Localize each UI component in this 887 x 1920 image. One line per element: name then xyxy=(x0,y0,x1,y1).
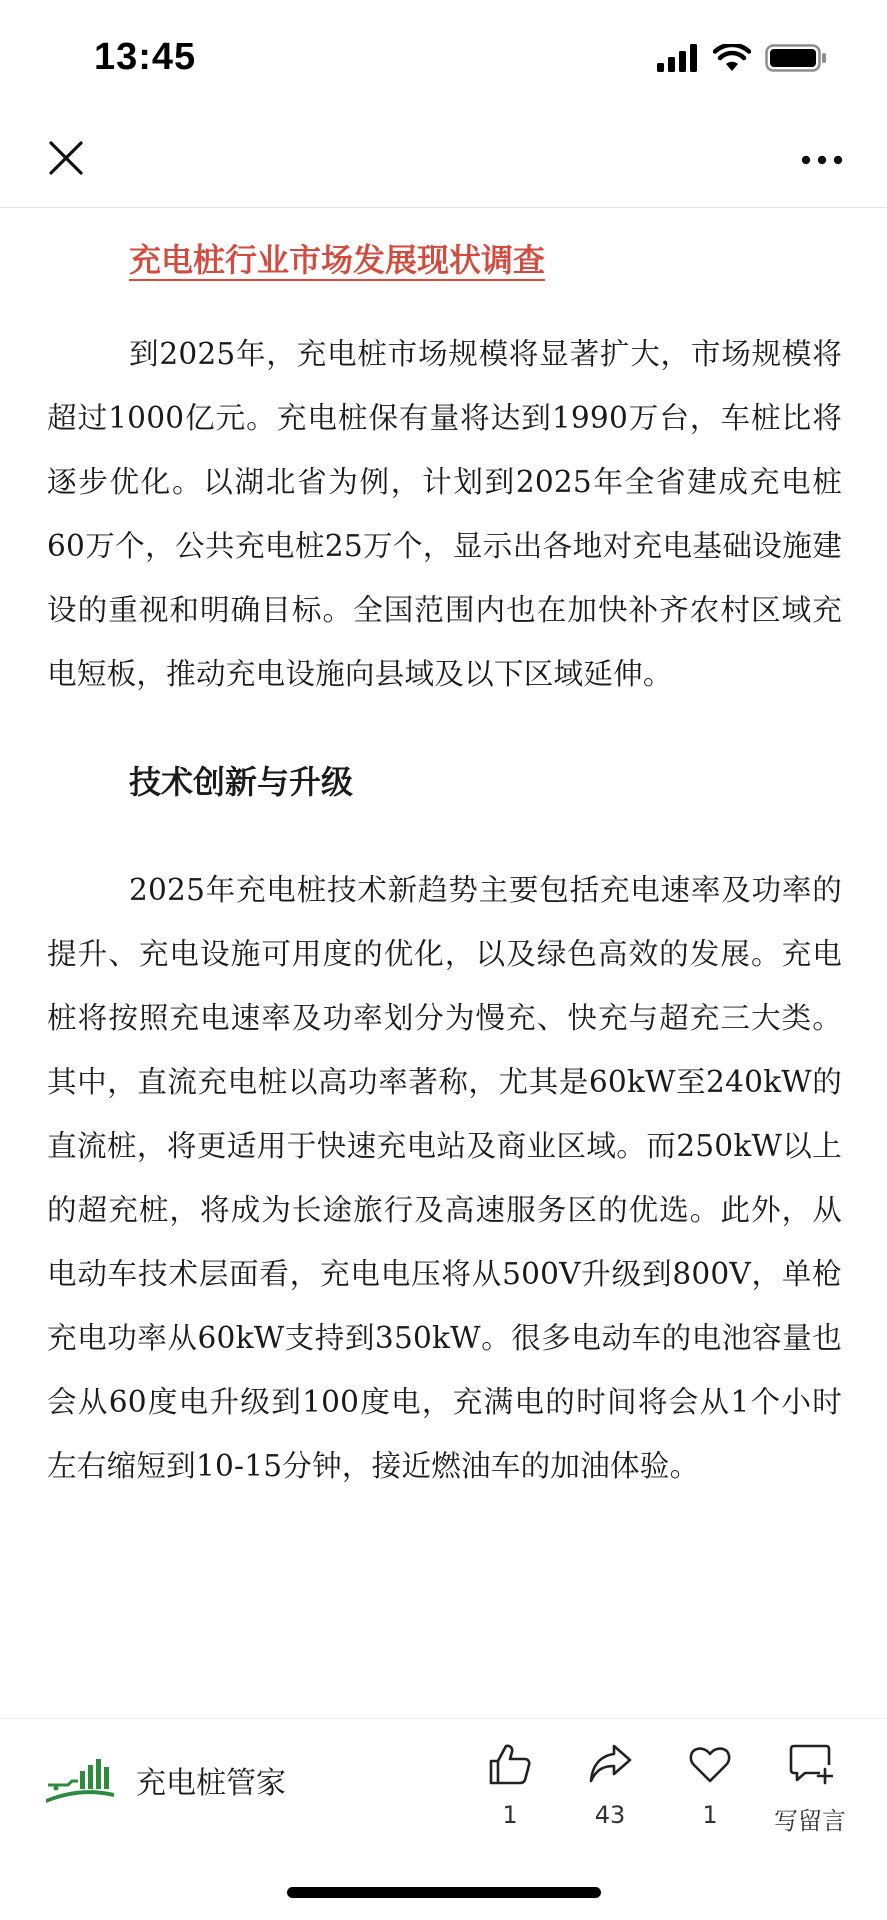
comment-icon xyxy=(787,1741,833,1787)
heart-icon xyxy=(687,1741,733,1787)
account-info[interactable] xyxy=(46,1757,286,1803)
article-paragraph: 2025年充电桩技术新趋势主要包括充电速率及功率的提升、充电设施可用度的优化，以及绿色高效的发展。充电桩将按照充电速率及功率划分为慢充、快充与超充三大类。其中，直流充电桩以高功率著称，尤其是60kW至240kW的直流桩，将更适用于快速充电站及商业区域。而250kW以上的超充桩，将成为长途旅行及高速服务区的优选。此外，从电动车技术层面看，充电电压将从500V升级到800V，单枪充电功率从60kW支持到350kW。很多电动车的电池容量也会从60度电升级到100度电，充满电的时间将会从1个小时左右缩短到10-15分钟，接近燃油车的加油体验。 xyxy=(47,873,842,1483)
favorite-count: 1 xyxy=(702,1801,718,1829)
status-icons xyxy=(657,44,827,72)
account-logo-icon xyxy=(46,1757,114,1803)
more-icon xyxy=(801,155,843,165)
nav-bar xyxy=(0,118,887,208)
battery-icon xyxy=(765,44,827,72)
signal-icon xyxy=(657,44,699,72)
wifi-icon xyxy=(713,44,751,72)
close-button[interactable] xyxy=(44,136,88,180)
like-count: 1 xyxy=(502,1801,518,1829)
share-count: 43 xyxy=(594,1801,626,1829)
section-heading: 技术创新与升级 xyxy=(129,763,354,801)
article-title[interactable]: 充电桩行业市场发展现状调查 xyxy=(129,241,546,279)
comment-button[interactable] xyxy=(760,1739,860,1836)
article-body xyxy=(47,208,842,1498)
action-group xyxy=(460,1739,860,1836)
status-bar xyxy=(0,0,887,118)
home-indicator xyxy=(287,1887,601,1898)
article-paragraph: 到2025年，充电桩市场规模将显著扩大，市场规模将超过1000亿元。充电桩保有量将达到1990万台，车桩比将逐步优化。以湖北省为例，计划到2025年全省建成充电桩60万个，公共充电桩25万个，显示出各地对充电基础设施建设的重视和明确目标。全国范围内也在加快补齐农村区域充电短板，推动充电设施向县域及以下区域延伸。 xyxy=(47,337,842,691)
account-name: 充电桩管家 xyxy=(136,1766,286,1801)
more-button[interactable] xyxy=(797,140,847,180)
favorite-button[interactable] xyxy=(660,1739,760,1836)
bottom-toolbar xyxy=(0,1718,887,1868)
share-icon xyxy=(587,1741,633,1787)
like-button[interactable] xyxy=(460,1739,560,1836)
comment-label: 写留言 xyxy=(774,1807,846,1835)
status-time: 13:45 xyxy=(94,36,197,78)
close-icon xyxy=(48,140,84,176)
share-button[interactable] xyxy=(560,1739,660,1836)
thumbs-up-icon xyxy=(487,1741,533,1787)
